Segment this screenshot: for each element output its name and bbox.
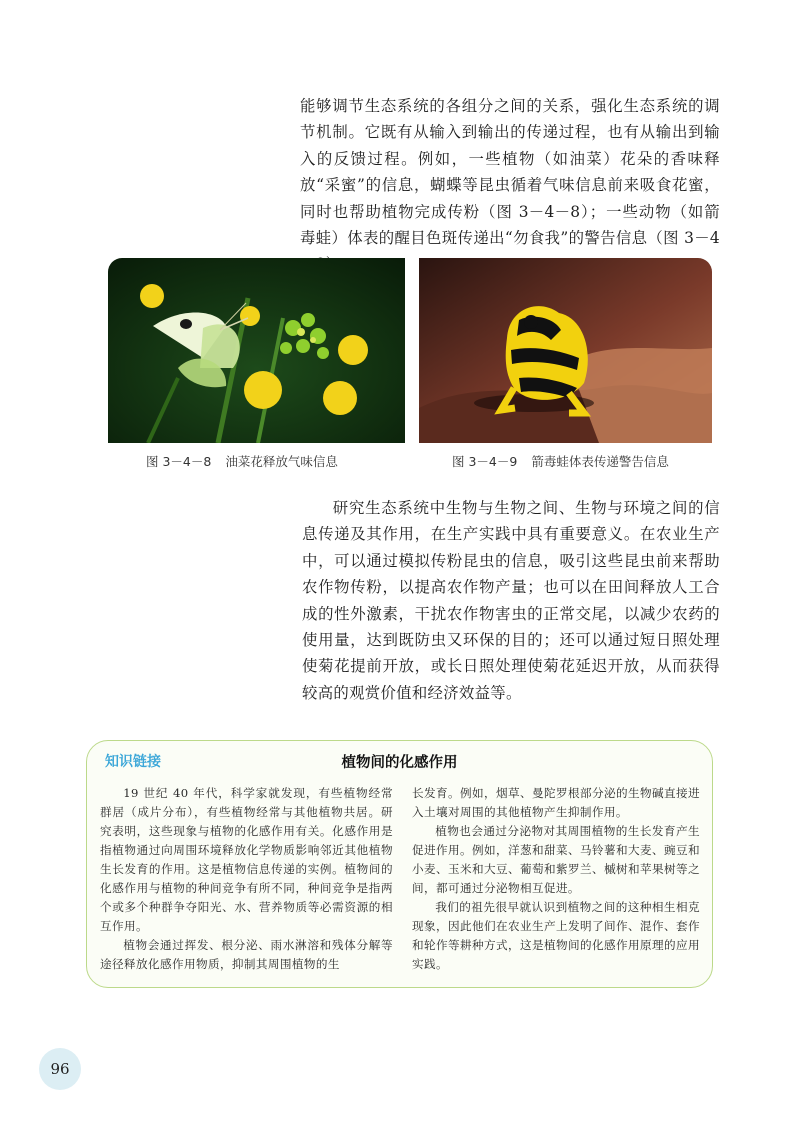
- figure-number: 图 3－4－8: [146, 454, 212, 469]
- knowledge-paragraph: 植物也会通过分泌物对其周围植物的生长发育产生促进作用。例如，洋葱和甜菜、马铃薯和大麦、豌豆和小麦、玉米和大豆、葡萄和紫罗兰、槭树和苹果树等之间，都可通过分泌物相互促进。: [412, 824, 700, 895]
- knowledge-column-right: [412, 784, 700, 974]
- knowledge-paragraph: 19 世纪 40 年代，科学家就发现，有些植物经常群居（成片分布），有些植物经常与其他植物共居。研究表明，这些现象与植物的化感作用有关。化感作用是指植物通过向周围环境释放化学物质影响邻近其他植物生长发育的作用。这是植物信息传递的实例。植物间的化感作用与植物的种间竞争有所不同，种间竞争是指两个或多个种群争夺阳光、水、营养物质等必需资源的相互作用。: [100, 786, 393, 933]
- knowledge-paragraph: 植物会通过挥发、根分泌、雨水淋溶和残体分解等途径释放化感作用物质，抑制其周围植物的生: [100, 938, 393, 971]
- knowledge-box-title: 植物间的化感作用: [341, 755, 458, 771]
- poison-dart-frog-photo: [419, 258, 712, 443]
- figure-caption-3-4-8: [146, 452, 338, 470]
- knowledge-paragraph-continued: 长发育。例如，烟草、曼陀罗根部分泌的生物碱直接进入土壤对周围的其他植物产生抑制作用。: [412, 786, 700, 819]
- page-number: 96: [39, 1048, 81, 1090]
- knowledge-link-box: [86, 740, 713, 988]
- figure-caption-text: 箭毒蛙体表传递警告信息: [531, 454, 669, 469]
- figure-caption-3-4-9: [452, 452, 669, 470]
- knowledge-link-label: 知识链接: [105, 754, 161, 770]
- body-paragraph-mid: 研究生态系统中生物与生物之间、生物与环境之间的信息传递及其作用，在生产实践中具有重要意义。在农业生产中，可以通过模拟传粉昆虫的信息，吸引这些昆虫前来帮助农作物传粉，以提高农作物产量；也可以在田间释放人工合成的性外激素，干扰农作物害虫的正常交尾，以减少农药的使用量，达到既防虫又环保的目的；还可以通过短日照处理使菊花提前开放，或长日照处理使菊花延迟开放，从而获得较高的观赏价值和经济效益等。: [302, 499, 720, 702]
- figure-caption-text: 油菜花释放气味信息: [225, 454, 338, 469]
- knowledge-column-left: [100, 784, 393, 974]
- body-paragraph-top: 能够调节生态系统的各组分之间的关系，强化生态系统的调节机制。它既有从输入到输出的传递过程，也有从输出到输入的反馈过程。例如，一些植物（如油菜）花朵的香味释放“采蜜”的信息，蝴蝶等昆虫循着气味信息前来吸食花蜜，同时也帮助植物完成传粉（图 3－4－8）；一些动物（如箭毒蛙）体表的醒目色斑传递出“勿食我”的警告信息（图 3－4: [300, 97, 720, 248]
- figure-number: 图 3－4－9: [452, 454, 518, 469]
- rapeseed-butterfly-photo: [108, 258, 405, 443]
- knowledge-paragraph: 我们的祖先很早就认识到植物之间的这种相生相克现象，因此他们在农业生产上发明了间作、混作、套作和轮作等耕种方式，这是植物间的化感作用原理的应用实践。: [412, 900, 700, 971]
